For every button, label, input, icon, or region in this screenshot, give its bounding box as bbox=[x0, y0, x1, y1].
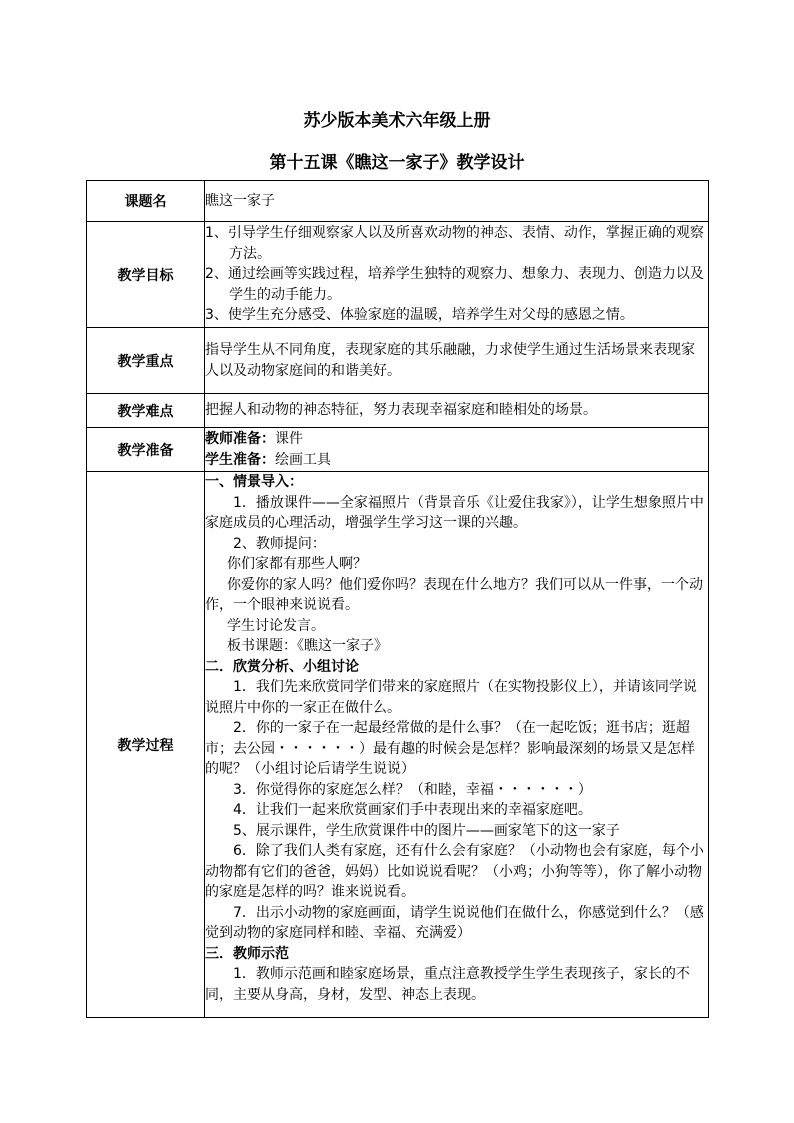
focus-label: 教学重点 bbox=[87, 328, 205, 394]
prep-teacher-value: 课件 bbox=[275, 431, 303, 447]
topic-label: 课题名 bbox=[87, 181, 205, 222]
paragraph: 7．出示小动物的家庭画面，请学生说说他们在做什么，你感觉到什么？（感觉到动物的家庭同样和睦、幸福、充满爱） bbox=[205, 904, 704, 941]
prep-teacher-label: 教师准备： bbox=[205, 431, 275, 447]
prep-cell bbox=[205, 428, 709, 472]
section-heading: 一、情景导入： bbox=[205, 474, 303, 490]
paragraph: 1．教师示范画和睦家庭场景，重点注意教授学生学生表现孩子，家长的不同，主要从身高，身材，发型、神态上表现。 bbox=[205, 966, 690, 1003]
paragraph: 2．你的一家子在一起最经常做的是什么事？（在一起吃饭；逛书店；逛超市；去公园・・・・・・）最有趣的时候会是怎样？影响最深刻的场景又是怎样的呢？（小组讨论后请学生说说） bbox=[205, 720, 695, 777]
goal-item: 3、使学生充分感受、体验家庭的温暖，培养学生对父母的感恩之情。 bbox=[205, 307, 634, 324]
paragraph: 4．让我们一起来欣赏画家们手中表现出来的幸福家庭吧。 bbox=[233, 802, 592, 818]
prep-student bbox=[205, 450, 708, 471]
document-title: 苏少版本美术六年级上册 bbox=[303, 111, 491, 131]
paragraph: 1．播放课件——全家福照片（背景音乐《让爱住我家》），让学生想象照片中家庭成员的心理活动，增强学生学习这一课的兴趣。 bbox=[205, 494, 704, 531]
paragraph: 你们家都有那些人啊？ bbox=[227, 556, 367, 572]
process-cell bbox=[205, 472, 709, 1018]
goals-cell bbox=[205, 222, 709, 328]
table-row-goals bbox=[87, 222, 709, 328]
goal-item: 2、通过绘画等实践过程，培养学生独特的观察力、想象力、表现力、创造力以及学生的动手能力。 bbox=[205, 266, 704, 303]
paragraph: 板书课题：《瞧这一家子》 bbox=[227, 638, 388, 654]
prep-label: 教学准备 bbox=[87, 428, 205, 472]
focus-text: 指导学生从不同角度，表现家庭的其乐融融，力求使学生通过生活场景来表现家人以及动物家庭间的和谐美好。 bbox=[205, 328, 709, 394]
goals-label: 教学目标 bbox=[87, 222, 205, 328]
lesson-plan-table bbox=[86, 180, 709, 1018]
paragraph: 学生讨论发言。 bbox=[227, 617, 325, 634]
section-heading: 三．教师示范 bbox=[205, 945, 289, 962]
prep-student-label: 学生准备： bbox=[205, 451, 275, 468]
paragraph: 2、教师提问： bbox=[233, 535, 326, 552]
prep-teacher bbox=[205, 429, 708, 450]
paragraph: 你爱你的家人吗？他们爱你吗？表现在什么地方？我们可以从一件事，一个动作，一个眼神来说说看。 bbox=[205, 576, 703, 613]
difficulty-text: 把握人和动物的神态特征，努力表现幸福家庭和睦相处的场景。 bbox=[205, 394, 709, 428]
paragraph: 3．你觉得你的家庭怎么样？（和睦，幸福・・・・・・） bbox=[233, 781, 592, 798]
process-label: 教学过程 bbox=[87, 472, 205, 1018]
paragraph: 6．除了我们人类有家庭，还有什么会有家庭？（小动物也会有家庭，每个小动物都有它们的爸爸，妈妈）比如说说看呢？（小鸡；小狗等等），你了解小动物的家庭是怎样的吗？谁来说说看。 bbox=[205, 843, 704, 900]
difficulty-label: 教学难点 bbox=[87, 394, 205, 428]
section-heading: 二．欣赏分析、小组讨论 bbox=[205, 658, 359, 675]
topic-value: 瞧这一家子 bbox=[205, 181, 709, 222]
prep-student-value: 绘画工具 bbox=[275, 451, 331, 468]
table-row-process bbox=[87, 472, 709, 1018]
goal-item: 1、引导学生仔细观察家人以及所喜欢动物的神态、表情、动作，掌握正确的观察方法。 bbox=[205, 225, 704, 262]
table-row-difficulty bbox=[87, 394, 709, 428]
paragraph: 5、展示课件，学生欣赏课件中的图片——画家笔下的这一家子 bbox=[233, 822, 620, 839]
table-row-topic bbox=[87, 181, 709, 222]
table-row-focus bbox=[87, 328, 709, 394]
document-subtitle: 第十五课《瞧这一家子》教学设计 bbox=[269, 153, 525, 173]
paragraph: 1．我们先来欣赏同学们带来的家庭照片（在实物投影仪上），并请该同学说说照片中你的一家正在做什么。 bbox=[205, 679, 697, 716]
table-row-prep bbox=[87, 428, 709, 472]
